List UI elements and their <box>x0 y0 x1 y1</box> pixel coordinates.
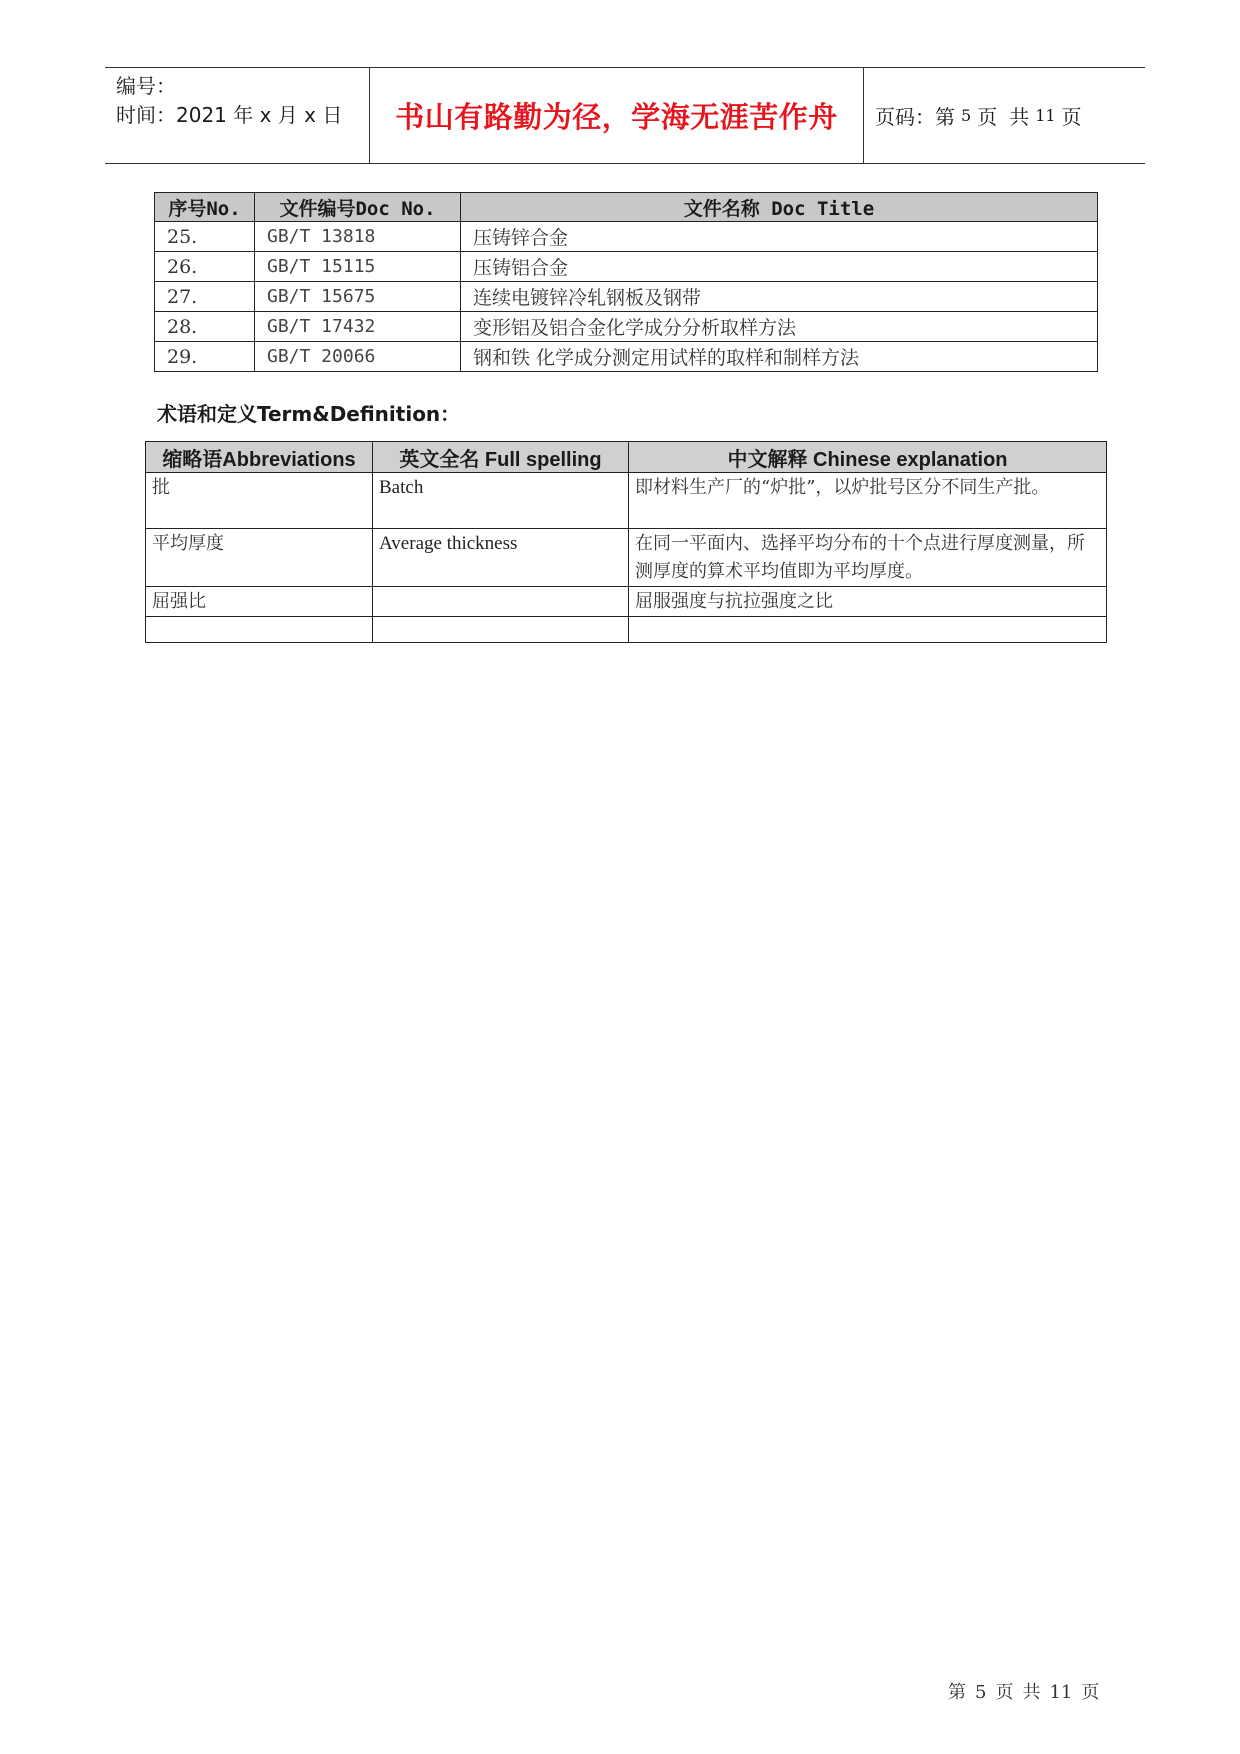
column-header-doc-no: 文件编号Doc No. <box>255 193 461 222</box>
table-row <box>155 282 1098 312</box>
total-suffix: 页 <box>1061 105 1082 129</box>
page-current: 5 <box>961 106 972 125</box>
document-reference-table <box>154 192 1098 372</box>
abbreviation-cell: 屈强比 <box>146 587 373 617</box>
explanation-cell <box>629 617 1107 643</box>
explanation-cell: 屈服强度与抗拉强度之比 <box>629 587 1107 617</box>
terms-section-title: 术语和定义Term&Definition： <box>157 402 461 426</box>
terms-definition-table <box>145 441 1107 643</box>
doc-title-cell: 变形铝及铝合金化学成分分析取样方法 <box>461 312 1098 342</box>
sequence-cell: 25. <box>155 222 255 252</box>
column-header-doc-title: 文件名称 Doc Title <box>461 193 1098 222</box>
column-header-full-spelling: 英文全名 Full spelling <box>373 442 629 473</box>
doc-title-cell: 钢和铁 化学成分测定用试样的取样和制样方法 <box>461 342 1098 372</box>
table-row <box>146 587 1107 617</box>
abbreviation-cell: 平均厚度 <box>146 529 373 587</box>
explanation-cell: 即材料生产厂的“炉批”，以炉批号区分不同生产批。 <box>629 473 1107 529</box>
page-header <box>105 67 1145 164</box>
sequence-cell: 29. <box>155 342 255 372</box>
header-page-indicator <box>875 68 1082 163</box>
table-row <box>155 222 1098 252</box>
footer-prefix: 第 <box>948 1682 966 1703</box>
doc-no-cell: GB/T 17432 <box>255 312 461 342</box>
page-mid: 页 <box>977 105 998 129</box>
table-row <box>146 617 1107 643</box>
header-motto: 书山有路勤为径，学海无涯苦作舟 <box>395 100 838 134</box>
full-spelling-cell <box>373 587 629 617</box>
doc-title-cell: 连续电镀锌冷轧钢板及钢带 <box>461 282 1098 312</box>
full-spelling-cell <box>373 617 629 643</box>
abbreviation-cell <box>146 617 373 643</box>
page-total: 11 <box>1035 106 1056 125</box>
page-footer <box>948 1678 1108 1704</box>
full-spelling-cell: Average thickness <box>373 529 629 587</box>
doc-no-cell: GB/T 20066 <box>255 342 461 372</box>
doc-title-cell: 压铸锌合金 <box>461 222 1098 252</box>
table-row <box>155 342 1098 372</box>
footer-page-word: 页 <box>995 1682 1014 1703</box>
doc-no-cell: GB/T 15675 <box>255 282 461 312</box>
footer-current-page: 5 <box>975 1682 987 1703</box>
sequence-cell: 27. <box>155 282 255 312</box>
table-header-row <box>146 442 1107 473</box>
table-row <box>146 529 1107 587</box>
header-meta <box>116 72 371 130</box>
abbreviation-cell: 批 <box>146 473 373 529</box>
doc-no-cell: GB/T 15115 <box>255 252 461 282</box>
doc-no-cell: GB/T 13818 <box>255 222 461 252</box>
total-prefix: 共 <box>1009 105 1030 129</box>
full-spelling-cell: Batch <box>373 473 629 529</box>
page-prefix: 页码：第 <box>875 105 955 129</box>
header-divider <box>863 68 864 163</box>
document-number-label: 编号： <box>116 74 176 98</box>
doc-title-cell: 压铸铝合金 <box>461 252 1098 282</box>
column-header-sequence: 序号No. <box>155 193 255 222</box>
footer-total-prefix: 共 <box>1022 1682 1041 1703</box>
column-header-abbreviation: 缩略语Abbreviations <box>146 442 373 473</box>
explanation-cell: 在同一平面内、选择平均分布的十个点进行厚度测量，所测厚度的算术平均值即为平均厚度。 <box>629 529 1107 587</box>
column-header-chinese-explanation: 中文解释 Chinese explanation <box>629 442 1107 473</box>
footer-suffix: 页 <box>1081 1682 1100 1703</box>
document-time-label: 时间：2021 年 x 月 x 日 <box>116 103 343 127</box>
sequence-cell: 28. <box>155 312 255 342</box>
table-row <box>155 252 1098 282</box>
footer-total-pages: 11 <box>1049 1682 1073 1703</box>
table-row <box>155 312 1098 342</box>
table-row <box>146 473 1107 529</box>
table-header-row <box>155 193 1098 222</box>
sequence-cell: 26. <box>155 252 255 282</box>
